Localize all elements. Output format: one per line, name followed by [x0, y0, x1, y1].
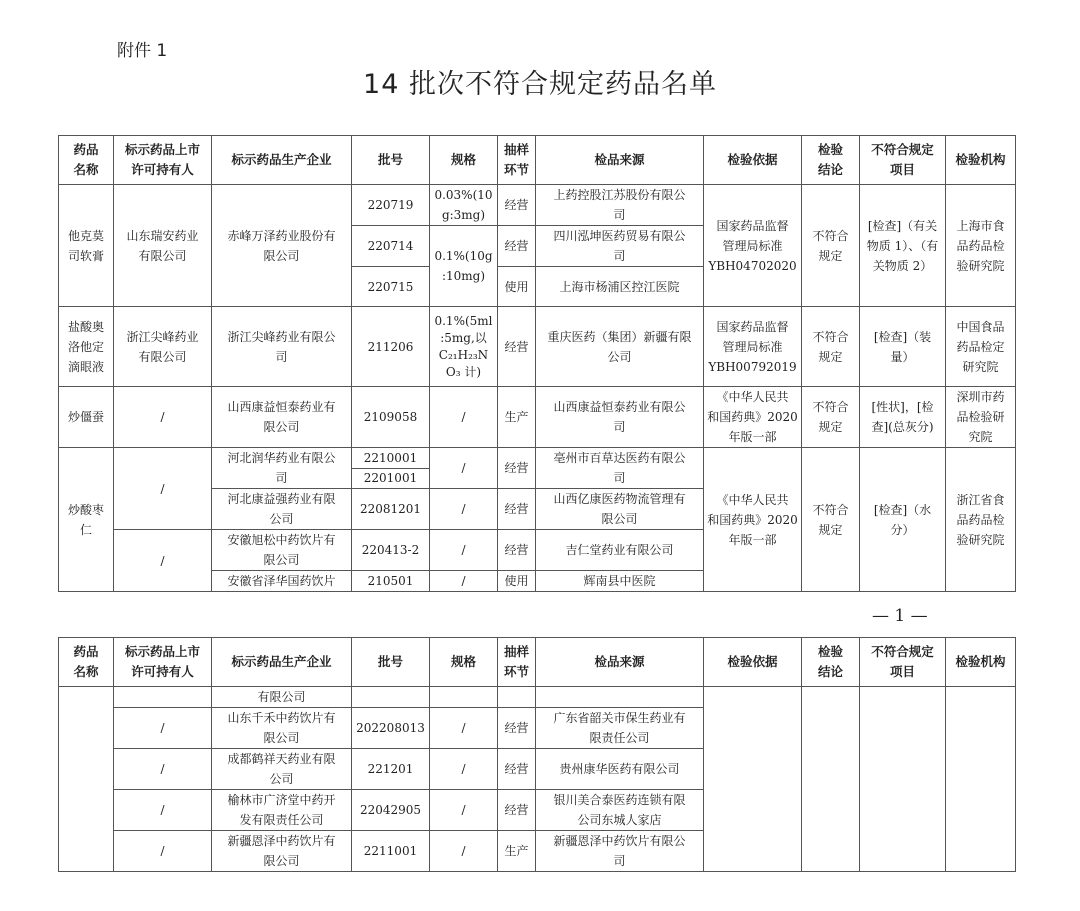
- basis-cell: [704, 687, 802, 872]
- manufacturer-cell: 新疆恩泽中药饮片有 限公司: [212, 831, 352, 872]
- header-holder: 标示药品上市 许可持有人: [114, 136, 212, 185]
- header-sampling: 抽样 环节: [498, 638, 536, 687]
- drug-table-page-2: [58, 637, 1016, 872]
- header-agency: 检验机构: [946, 638, 1016, 687]
- annex-label: 附件 1: [117, 41, 168, 61]
- source-cell: 重庆医药（集团）新疆有限 公司: [536, 307, 704, 387]
- batch-value: 2210001: [352, 449, 429, 469]
- source-cell: [536, 687, 704, 708]
- sampling-cell: 经营: [498, 790, 536, 831]
- header-drug-name: 药品 名称: [59, 136, 114, 185]
- basis-cell: 《中华人民共 和国药典》2020 年版一部: [704, 448, 802, 592]
- manufacturer-cell: 浙江尖峰药业有限公 司: [212, 307, 352, 387]
- source-cell: 贵州康华医药有限公司: [536, 749, 704, 790]
- table-row: [59, 448, 1016, 489]
- header-spec: 规格: [430, 136, 498, 185]
- table-header-row: [59, 136, 1016, 185]
- table-row: [59, 185, 1016, 226]
- batch-cell: 220413-2: [352, 530, 430, 571]
- manufacturer-cell: 安徽旭松中药饮片有 限公司: [212, 530, 352, 571]
- spec-cell: /: [430, 790, 498, 831]
- batch-cell: 2211001: [352, 831, 430, 872]
- header-item: 不符合规定 项目: [860, 638, 946, 687]
- batch-cell: 210501: [352, 571, 430, 592]
- manufacturer-cell: 河北康益强药业有限 公司: [212, 489, 352, 530]
- header-conclusion: 检验 结论: [802, 638, 860, 687]
- header-source: 检品来源: [536, 638, 704, 687]
- agency-cell: 上海市食 品药品检 验研究院: [946, 185, 1016, 307]
- manufacturer-cell: 山西康益恒泰药业有 限公司: [212, 387, 352, 448]
- batch-cell: 22042905: [352, 790, 430, 831]
- source-cell: 辉南县中医院: [536, 571, 704, 592]
- conclusion-cell: [802, 687, 860, 872]
- sampling-cell: 经营: [498, 448, 536, 489]
- holder-cell: 山东瑞安药业 有限公司: [114, 185, 212, 307]
- table-row: [59, 387, 1016, 448]
- item-cell: [检查]（有关 物质 1）、（有 关物质 2）: [860, 185, 946, 307]
- spec-cell: /: [430, 571, 498, 592]
- source-cell: 山西亿康医药物流管理有 限公司: [536, 489, 704, 530]
- item-cell: [860, 687, 946, 872]
- header-holder: 标示药品上市 许可持有人: [114, 638, 212, 687]
- manufacturer-cell: 有限公司: [212, 687, 352, 708]
- agency-cell: 中国食品 药品检定 研究院: [946, 307, 1016, 387]
- batch-cell: 220715: [352, 267, 430, 307]
- batch-cell: 2109058: [352, 387, 430, 448]
- header-sampling: 抽样 环节: [498, 136, 536, 185]
- header-manufacturer: 标示药品生产企业: [212, 136, 352, 185]
- agency-cell: 浙江省食 品药品检 验研究院: [946, 448, 1016, 592]
- sampling-cell: [498, 687, 536, 708]
- manufacturer-cell: 山东千禾中药饮片有 限公司: [212, 708, 352, 749]
- spec-cell: /: [430, 489, 498, 530]
- source-cell: 亳州市百草达医药有限公 司: [536, 448, 704, 489]
- spec-cell: /: [430, 448, 498, 489]
- batch-cell: 211206: [352, 307, 430, 387]
- header-conclusion: 检验 结论: [802, 136, 860, 185]
- batch-cell: 202208013: [352, 708, 430, 749]
- agency-cell: 深圳市药 品检验研 究院: [946, 387, 1016, 448]
- header-spec: 规格: [430, 638, 498, 687]
- holder-cell: /: [114, 387, 212, 448]
- spec-cell: 0.03%(10 g:3mg): [430, 185, 498, 226]
- item-cell: [性状]，[检 查](总灰分): [860, 387, 946, 448]
- holder-cell: [114, 687, 212, 708]
- header-manufacturer: 标示药品生产企业: [212, 638, 352, 687]
- manufacturer-cell: 安徽省泽华国药饮片: [212, 571, 352, 592]
- source-cell: 上海市杨浦区控江医院: [536, 267, 704, 307]
- drug-name-cell: 炒僵蚕: [59, 387, 114, 448]
- table-row: [59, 687, 1016, 708]
- sampling-cell: 经营: [498, 708, 536, 749]
- batch-cell: 220714: [352, 226, 430, 267]
- conclusion-cell: 不符合 规定: [802, 448, 860, 592]
- header-basis: 检验依据: [704, 136, 802, 185]
- spec-cell: /: [430, 530, 498, 571]
- source-cell: 广东省韶关市保生药业有 限责任公司: [536, 708, 704, 749]
- holder-cell: 浙江尖峰药业 有限公司: [114, 307, 212, 387]
- holder-cell: /: [114, 831, 212, 872]
- basis-cell: 国家药品监督 管理局标准 YBH04702020: [704, 185, 802, 307]
- sampling-cell: 经营: [498, 185, 536, 226]
- holder-cell: /: [114, 530, 212, 592]
- item-cell: [检查]（装 量）: [860, 307, 946, 387]
- table-header-row: [59, 638, 1016, 687]
- sampling-cell: 经营: [498, 489, 536, 530]
- conclusion-cell: 不符合 规定: [802, 307, 860, 387]
- batch-cell: 22081201: [352, 489, 430, 530]
- source-cell: 新疆恩泽中药饮片有限公 司: [536, 831, 704, 872]
- sampling-cell: 经营: [498, 307, 536, 387]
- drug-name-cell: 炒酸枣 仁: [59, 448, 114, 592]
- spec-cell: 0.1%(5ml :5mg,以 C₂₁H₂₃N O₃ 计): [430, 307, 498, 387]
- spec-cell: 0.1%(10g :10mg): [430, 226, 498, 307]
- batch-value: 2201001: [363, 470, 418, 485]
- drug-name-cell: 他克莫 司软膏: [59, 185, 114, 307]
- manufacturer-cell: 榆林市广济堂中药开 发有限责任公司: [212, 790, 352, 831]
- document-title: 14 批次不符合规定药品名单: [363, 69, 717, 100]
- spec-cell: /: [430, 831, 498, 872]
- spec-cell: /: [430, 708, 498, 749]
- drug-name-cell: [59, 687, 114, 872]
- holder-cell: /: [114, 749, 212, 790]
- spec-cell: [430, 687, 498, 708]
- header-batch: 批号: [352, 638, 430, 687]
- page-number: — 1 —: [872, 606, 928, 626]
- header-agency: 检验机构: [946, 136, 1016, 185]
- source-cell: 银川美合泰医药连锁有限 公司东城人家店: [536, 790, 704, 831]
- sampling-cell: 经营: [498, 530, 536, 571]
- drug-table-page-1: [58, 135, 1016, 592]
- sampling-cell: 生产: [498, 387, 536, 448]
- sampling-cell: 经营: [498, 749, 536, 790]
- item-cell: [检查]（水 分）: [860, 448, 946, 592]
- holder-cell: /: [114, 790, 212, 831]
- spec-cell: /: [430, 387, 498, 448]
- sampling-cell: 使用: [498, 571, 536, 592]
- conclusion-cell: 不符合 规定: [802, 185, 860, 307]
- batch-cell: [352, 687, 430, 708]
- source-cell: 山西康益恒泰药业有限公 司: [536, 387, 704, 448]
- header-batch: 批号: [352, 136, 430, 185]
- table-row: [59, 307, 1016, 387]
- holder-cell: /: [114, 708, 212, 749]
- manufacturer-cell: 赤峰万泽药业股份有 限公司: [212, 185, 352, 307]
- agency-cell: [946, 687, 1016, 872]
- sampling-cell: 生产: [498, 831, 536, 872]
- basis-cell: 《中华人民共 和国药典》2020 年版一部: [704, 387, 802, 448]
- conclusion-cell: 不符合 规定: [802, 387, 860, 448]
- batch-cell: 221201: [352, 749, 430, 790]
- holder-cell: /: [114, 448, 212, 530]
- manufacturer-cell: 河北润华药业有限公 司: [212, 448, 352, 489]
- batch-cell: 220719: [352, 185, 430, 226]
- source-cell: 吉仁堂药业有限公司: [536, 530, 704, 571]
- source-cell: 上药控股江苏股份有限公 司: [536, 185, 704, 226]
- batch-cell: [352, 448, 430, 489]
- header-basis: 检验依据: [704, 638, 802, 687]
- source-cell: 四川泓坤医药贸易有限公 司: [536, 226, 704, 267]
- header-item: 不符合规定 项目: [860, 136, 946, 185]
- sampling-cell: 使用: [498, 267, 536, 307]
- basis-cell: 国家药品监督 管理局标准 YBH00792019: [704, 307, 802, 387]
- sampling-cell: 经营: [498, 226, 536, 267]
- manufacturer-cell: 成都鹤祥天药业有限 公司: [212, 749, 352, 790]
- drug-name-cell: 盐酸奥 洛他定 滴眼液: [59, 307, 114, 387]
- spec-cell: /: [430, 749, 498, 790]
- header-source: 检品来源: [536, 136, 704, 185]
- header-drug-name: 药品 名称: [59, 638, 114, 687]
